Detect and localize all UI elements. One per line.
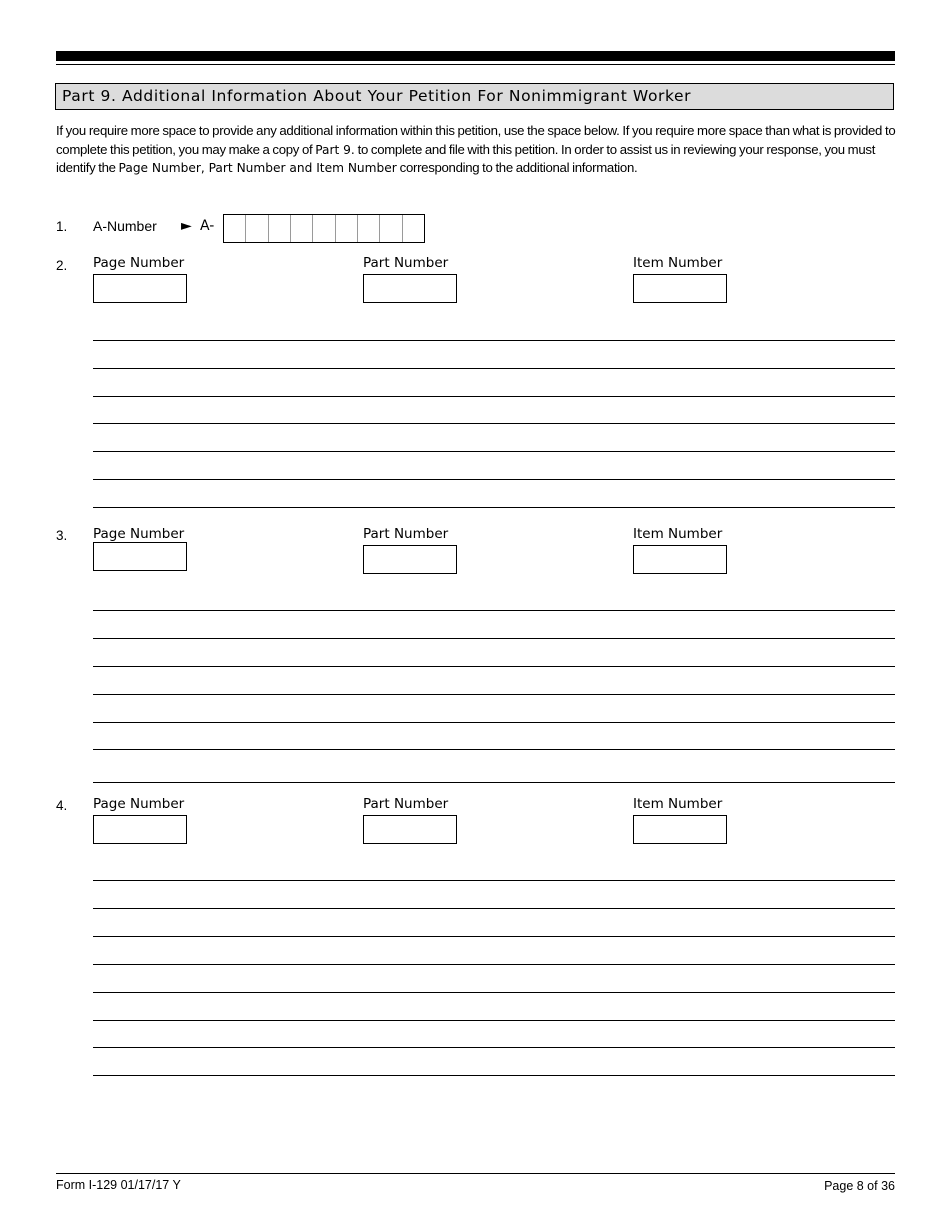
part-number-label: Part Number bbox=[363, 796, 449, 812]
a-number-digit-box[interactable] bbox=[312, 215, 334, 242]
page-number-label: Page Number bbox=[93, 796, 185, 812]
arrow-right-icon: ► bbox=[181, 218, 192, 234]
writing-line bbox=[93, 340, 895, 341]
item-number-2: 2. bbox=[56, 258, 68, 273]
writing-line bbox=[93, 423, 895, 424]
instructions-ref-part: Part 9. bbox=[315, 142, 355, 157]
page-number-label: Page Number bbox=[93, 255, 185, 271]
writing-line bbox=[93, 908, 895, 909]
writing-line bbox=[93, 992, 895, 993]
instructions-text-2: to complete and file with this petition. In order to assist us in reviewing your response, you must identify the bbox=[56, 141, 876, 175]
part-number-label: Part Number bbox=[363, 255, 449, 271]
item-number-label: Item Number bbox=[633, 796, 723, 812]
page-number: Page 8 of 36 bbox=[824, 1179, 895, 1193]
writing-line bbox=[93, 638, 895, 639]
a-number-digit-box[interactable] bbox=[268, 215, 290, 242]
part-number-input[interactable] bbox=[363, 815, 457, 844]
writing-line bbox=[93, 666, 895, 667]
a-number-digit-box[interactable] bbox=[245, 215, 267, 242]
top-rule-thin bbox=[56, 64, 895, 65]
item-number-1: 1. bbox=[56, 219, 68, 234]
item-number-input[interactable] bbox=[633, 545, 727, 574]
item-number-input[interactable] bbox=[633, 815, 727, 844]
item-number-4: 4. bbox=[56, 798, 68, 813]
writing-line bbox=[93, 451, 895, 452]
writing-line bbox=[93, 694, 895, 695]
item-number-label: Item Number bbox=[633, 526, 723, 542]
part-header: Part 9. Additional Information About Your Petition For Nonimmigrant Worker bbox=[55, 83, 894, 110]
writing-line bbox=[93, 368, 895, 369]
instructions-ref-fields: Page Number, Part Number and Item Number bbox=[118, 161, 397, 175]
instructions-text-1: If you require more space to provide any additional information within this petition, use the space below. If you require more space than what is provided to complete this petition, you may make a copy of bbox=[56, 123, 896, 157]
a-number-input[interactable] bbox=[223, 214, 425, 243]
item-number-input[interactable] bbox=[633, 274, 727, 303]
a-number-digit-box[interactable] bbox=[357, 215, 379, 242]
writing-line bbox=[93, 610, 895, 611]
top-rule-thick bbox=[56, 51, 895, 61]
a-number-digit-box[interactable] bbox=[224, 215, 245, 242]
writing-line bbox=[93, 479, 895, 480]
a-number-label: A-Number bbox=[93, 218, 157, 234]
footer-rule bbox=[56, 1173, 895, 1174]
a-number-digit-box[interactable] bbox=[335, 215, 357, 242]
a-number-digit-box[interactable] bbox=[379, 215, 401, 242]
page-number-input[interactable] bbox=[93, 542, 187, 571]
instructions-text bbox=[56, 122, 901, 178]
writing-line bbox=[93, 749, 895, 750]
page-number-input[interactable] bbox=[93, 815, 187, 844]
a-number-digit-box[interactable] bbox=[290, 215, 312, 242]
writing-line bbox=[93, 507, 895, 508]
item-number-3: 3. bbox=[56, 528, 68, 543]
part-number-input[interactable] bbox=[363, 545, 457, 574]
page-number-input[interactable] bbox=[93, 274, 187, 303]
page-number-label: Page Number bbox=[93, 526, 185, 542]
writing-line bbox=[93, 880, 895, 881]
writing-line bbox=[93, 396, 895, 397]
writing-line bbox=[93, 936, 895, 937]
writing-line bbox=[93, 1047, 895, 1048]
part-number-input[interactable] bbox=[363, 274, 457, 303]
part-number-label: Part Number bbox=[363, 526, 449, 542]
instructions-text-3: corresponding to the additional information. bbox=[396, 160, 638, 175]
a-number-digit-box[interactable] bbox=[402, 215, 424, 242]
form-id: Form I-129 01/17/17 Y bbox=[56, 1178, 181, 1192]
writing-line bbox=[93, 1075, 895, 1076]
writing-line bbox=[93, 722, 895, 723]
a-number-prefix: A- bbox=[200, 218, 215, 234]
writing-line bbox=[93, 782, 895, 783]
writing-line bbox=[93, 964, 895, 965]
writing-line bbox=[93, 1020, 895, 1021]
item-number-label: Item Number bbox=[633, 255, 723, 271]
